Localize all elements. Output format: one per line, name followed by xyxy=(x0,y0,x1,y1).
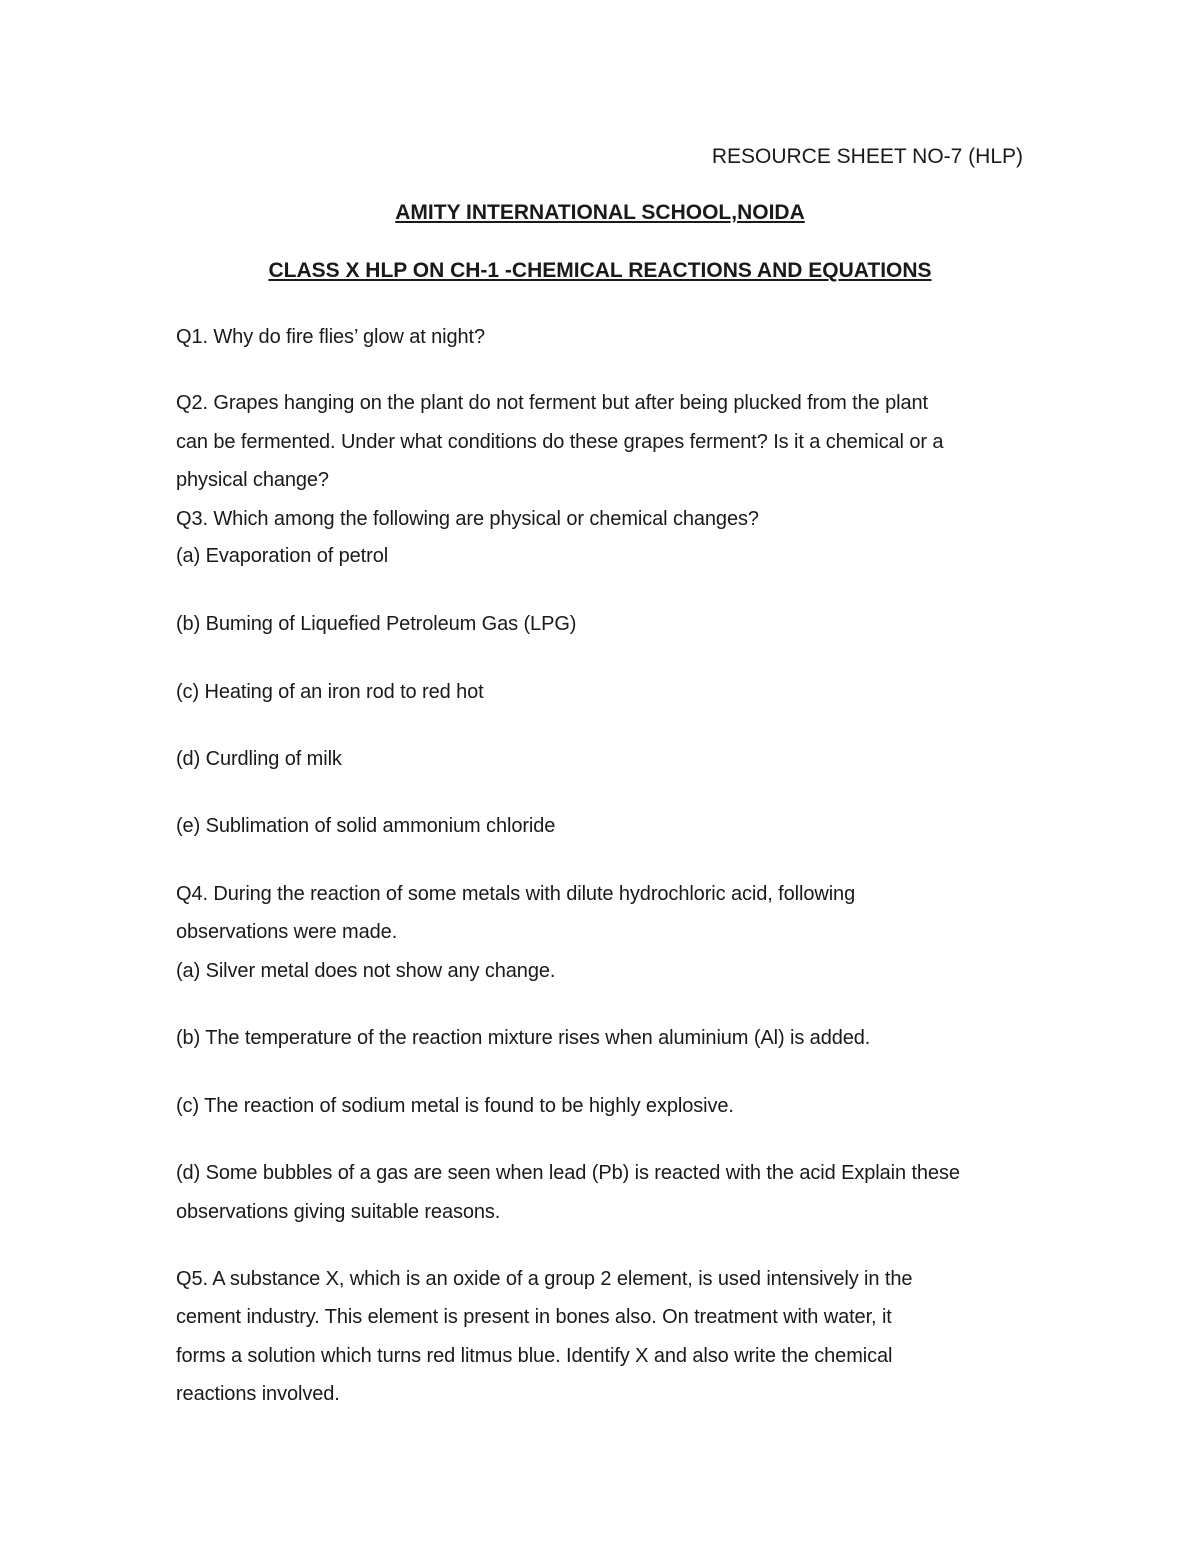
question-2-line-3: physical change? xyxy=(176,469,329,491)
question-3-option-d: (d) Curdling of milk xyxy=(176,748,342,770)
question-5-line-2: cement industry. This element is present in bones also. On treatment with water, it xyxy=(176,1306,892,1328)
question-4-option-a: (a) Silver metal does not show any change. xyxy=(176,960,556,982)
question-3-option-a: (a) Evaporation of petrol xyxy=(176,545,389,567)
resource-sheet-label: RESOURCE SHEET NO-7 (HLP) xyxy=(711,145,1023,168)
question-4-option-b: (b) The temperature of the reaction mixture rises when aluminium (Al) is added. xyxy=(176,1027,871,1049)
question-4-option-d-line-1: (d) Some bubbles of a gas are seen when lead (Pb) is reacted with the acid Explain these xyxy=(176,1162,960,1184)
question-4-option-d-line-2: observations giving suitable reasons. xyxy=(176,1201,501,1223)
question-4-line-1: Q4. During the reaction of some metals with dilute hydrochloric acid, following xyxy=(176,883,856,905)
question-4-option-c: (c) The reaction of sodium metal is found to be highly explosive. xyxy=(176,1095,734,1117)
question-4-line-2: observations were made. xyxy=(176,921,398,943)
question-3: Q3. Which among the following are physical or chemical changes? xyxy=(176,508,759,530)
question-3-option-b: (b) Buming of Liquefied Petroleum Gas (LPG) xyxy=(176,613,577,635)
question-5-line-3: forms a solution which turns red litmus blue. Identify X and also write the chemical xyxy=(176,1345,893,1367)
school-name-heading: AMITY INTERNATIONAL SCHOOL,NOIDA xyxy=(395,201,805,224)
question-1: Q1. Why do fire flies’ glow at night? xyxy=(176,326,486,348)
question-3-option-e: (e) Sublimation of solid ammonium chloride xyxy=(176,815,556,837)
question-2-line-1: Q2. Grapes hanging on the plant do not ferment but after being plucked from the plant xyxy=(176,392,928,414)
class-title-heading: CLASS X HLP ON CH-1 -CHEMICAL REACTIONS AND EQUATIONS xyxy=(268,259,932,282)
question-3-option-c: (c) Heating of an iron rod to red hot xyxy=(176,681,484,703)
question-2-line-2: can be fermented. Under what conditions do these grapes ferment? Is it a chemical or a xyxy=(176,431,944,453)
question-5-line-1: Q5. A substance X, which is an oxide of a group 2 element, is used intensively in the xyxy=(176,1268,913,1290)
question-5-line-4: reactions involved. xyxy=(176,1383,340,1405)
